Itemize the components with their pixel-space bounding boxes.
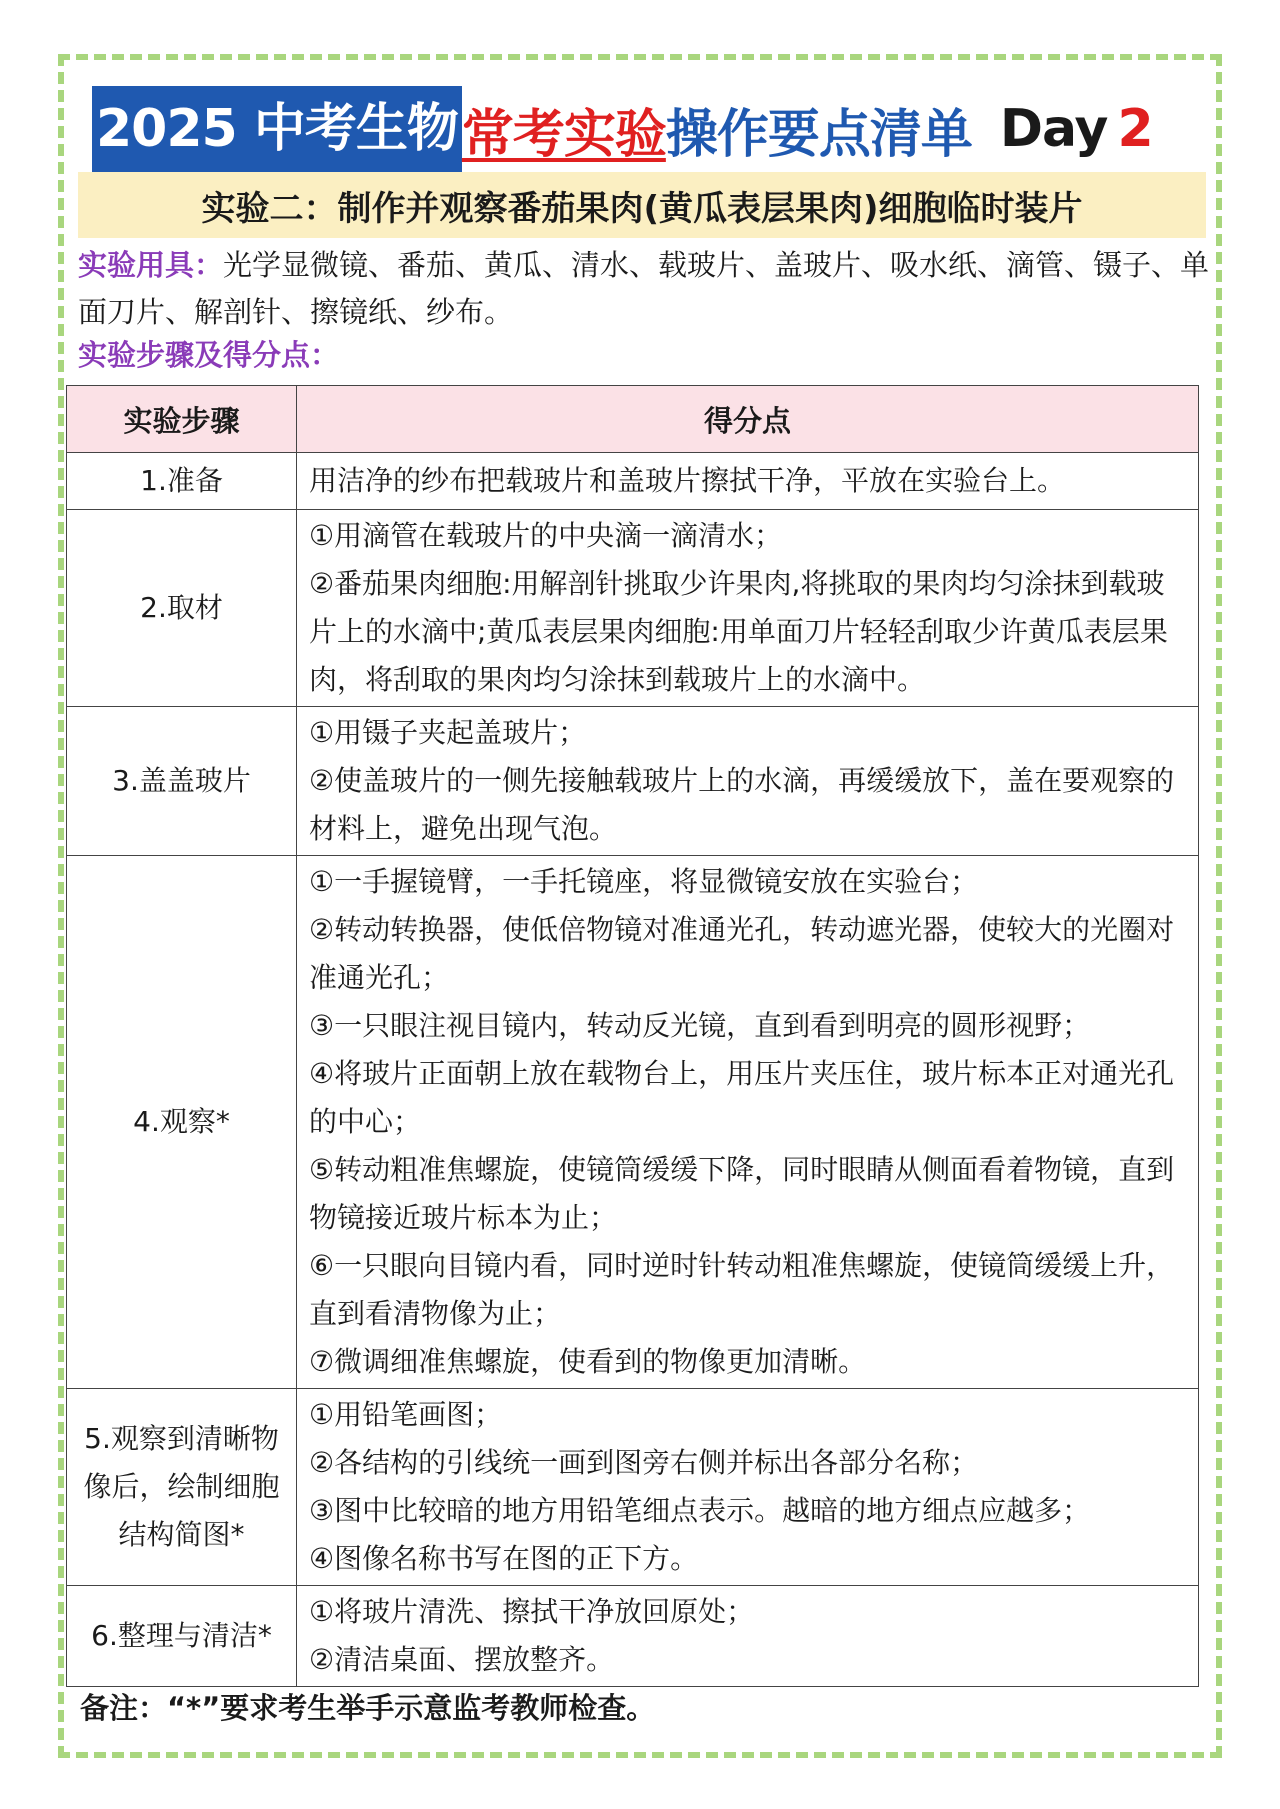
score-point: 用洁净的纱布把载玻片和盖玻片擦拭干净，平放在实验台上。 [309, 464, 1066, 497]
table-row [67, 707, 1199, 856]
score-point: ②各结构的引线统一画到图旁右侧并标出各部分名称； [309, 1446, 979, 1479]
step-points [297, 453, 1199, 510]
score-point: ⑥一只眼向目镜内看，同时逆时针转动粗准焦螺旋，使镜筒缓缓上升，直到看清物像为止； [309, 1249, 1175, 1330]
title-highlight: 常考实验 [461, 104, 666, 165]
table-row [67, 510, 1199, 707]
page-title [92, 86, 1153, 172]
table-row [67, 856, 1199, 1389]
step-name: 5.观察到清晰物像后，绘制细胞结构简图* [67, 1389, 297, 1586]
tools-paragraph [78, 242, 1218, 336]
tools-label: 实验用具： [78, 248, 224, 282]
score-point: ②清洁桌面、摆放整齐。 [309, 1643, 615, 1676]
step-name: 6.整理与清洁* [67, 1586, 297, 1687]
step-points [297, 510, 1199, 707]
table-header-row [67, 386, 1199, 453]
score-point: ①一手握镜臂，一手托镜座，将显微镜安放在实验台； [309, 865, 979, 898]
score-point: ③一只眼注视目镜内，转动反光镜，直到看到明亮的圆形视野； [309, 1009, 1091, 1042]
score-point: ④图像名称书写在图的正下方。 [309, 1542, 699, 1575]
score-point: ⑦微调细准焦螺旋，使看到的物像更加清晰。 [309, 1345, 867, 1378]
step-points [297, 707, 1199, 856]
table-row [67, 1586, 1199, 1687]
score-point: ③图中比较暗的地方用铅笔细点表示。越暗的地方细点应越多； [309, 1494, 1091, 1527]
score-point: ②转动转换器，使低倍物镜对准通光孔，转动遮光器，使较大的光圈对准通光孔； [309, 913, 1175, 994]
table-row [67, 453, 1199, 510]
step-name: 2.取材 [67, 510, 297, 707]
header-points: 得分点 [297, 386, 1199, 453]
step-name: 3.盖盖玻片 [67, 707, 297, 856]
title-day-number: 2 [1117, 99, 1153, 159]
score-point: ①用镊子夹起盖玻片； [309, 716, 587, 749]
score-point: ④将玻片正面朝上放在载物台上，用压片夹压住，玻片标本正对通光孔的中心； [309, 1057, 1175, 1138]
step-points [297, 1389, 1199, 1586]
experiment-subtitle: 实验二：制作并观察番茄果肉(黄瓜表层果肉)细胞临时装片 [78, 172, 1206, 238]
footnote: 备注：“*”要求考生举手示意监考教师检查。 [80, 1691, 656, 1725]
table-row [67, 1389, 1199, 1586]
steps-table [66, 385, 1199, 1687]
score-point: ②使盖玻片的一侧先接触载玻片上的水滴，再缓缓放下，盖在要观察的材料上，避免出现气泡。 [309, 764, 1175, 845]
score-point: ②番茄果肉细胞:用解剖针挑取少许果肉,将挑取的果肉均匀涂抹到载玻片上的水滴中;黄瓜表层果肉细胞:用单面刀片轻轻刮取少许黄瓜表层果肉，将刮取的果肉均匀涂抹到载玻片上的水滴中。 [309, 567, 1168, 696]
score-point: ①用滴管在载玻片的中央滴一滴清水； [309, 519, 783, 552]
steps-heading: 实验步骤及得分点： [78, 338, 340, 372]
score-point: ①将玻片清洗、擦拭干净放回原处； [309, 1595, 755, 1628]
header-step: 实验步骤 [67, 386, 297, 453]
step-points [297, 856, 1199, 1389]
title-rest: 操作要点清单 [665, 104, 972, 165]
score-point: ①用铅笔画图； [309, 1398, 503, 1431]
title-year-subject: 2025 中考生物 [92, 86, 462, 172]
tools-text: 光学显微镜、番茄、黄瓜、清水、载玻片、盖玻片、吸水纸、滴管、镊子、单面刀片、解剖针、擦镜纸、纱布。 [78, 248, 1210, 329]
title-day-label: Day [999, 99, 1108, 159]
score-point: ⑤转动粗准焦螺旋，使镜筒缓缓下降，同时眼睛从侧面看着物镜，直到物镜接近玻片标本为止； [309, 1153, 1175, 1234]
step-points [297, 1586, 1199, 1687]
step-name: 4.观察* [67, 856, 297, 1389]
step-name: 1.准备 [67, 453, 297, 510]
